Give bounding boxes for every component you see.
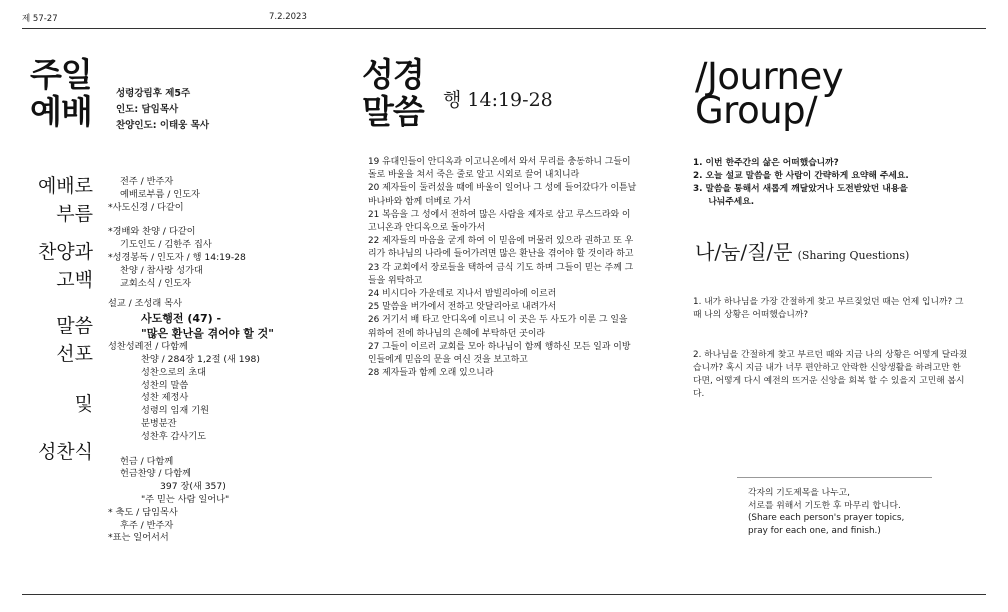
journey-question: 1. 이번 한주간의 삶은 어떠했습니까? [693, 158, 839, 168]
sharing-question-1: 1. 내가 하나님을 가장 간절하게 찾고 부르짖었던 때는 언제 입니까? 그때 나의 상황은 어떠했습니까? [693, 297, 964, 320]
prayer-line: pray for each one, and finish.) [748, 525, 881, 536]
order-item: "많은 환난을 겪어야 할 것" [141, 327, 275, 341]
order-item: 전주 / 반주자 [120, 176, 174, 187]
order-item: 397 장(새 357) [160, 481, 226, 493]
prayer-divider [737, 477, 932, 478]
sharing-title: 나/눔/질/문 [695, 240, 793, 264]
order-item: 성찬 제정사 [141, 392, 189, 404]
scripture-verses [368, 156, 638, 380]
verse-line: 25 말씀을 버가에서 전하고 앗달리아로 내려가서 [368, 302, 557, 313]
journey-question: 3. 말씀을 통해서 새롭게 깨달았거나 도전받았던 내용을 [693, 184, 908, 194]
section-call-line1: 예배로 [37, 175, 93, 197]
order-item: 성찬성례전 / 다함께 [108, 341, 188, 353]
order-item: *경배와 찬양 / 다같이 [108, 226, 196, 238]
issue-number: 제 57-27 [22, 14, 58, 24]
order-item: 헌금찬양 / 다함께 [120, 468, 192, 480]
bulletin-date: 7.2.2023 [269, 12, 307, 22]
section-sacrament: 성찬식 [37, 441, 93, 463]
order-item: 찬양 / 284장 1,2절 (새 198) [141, 353, 260, 365]
sharing-subtitle: (Sharing Questions) [797, 249, 910, 262]
section-praise-confession [20, 238, 93, 294]
journey-title [695, 55, 844, 132]
order-item: 찬양 / 참사랑 성가대 [120, 264, 203, 276]
worship-title-line2: 예배 [30, 92, 92, 131]
order-item: "주 믿는 사람 일어나" [141, 493, 230, 505]
journey-question: 2. 오늘 설교 말씀을 한 사람이 간략하게 요약해 주세요. [693, 171, 909, 181]
section-word [20, 312, 93, 368]
prayer-line: 서로를 위해서 기도한 후 마무리 합니다. [748, 500, 901, 511]
order-item: 기도인도 / 김한주 집사 [120, 239, 212, 251]
section-and: 및 [74, 393, 93, 415]
verse-line: 23 각 교회에서 장로들을 택하여 금식 기도 하며 그들이 믿는 주께 그들을 위탁하고 [368, 262, 634, 286]
order-spacer [108, 214, 338, 226]
order-item: 성찬으로의 초대 [141, 366, 207, 378]
verse-line: 21 복음을 그 성에서 전하여 많은 사람을 제자로 삼고 루스드라와 이고니온과 안디옥으로 돌아가서 [368, 209, 631, 234]
order-item: *표는 일어서서 [108, 532, 169, 544]
scripture-title [362, 56, 424, 130]
order-item: 성찬의 말씀 [141, 379, 189, 391]
worship-title-line1: 주일 [30, 55, 92, 94]
service-info [116, 86, 209, 134]
section-call-to-worship [20, 172, 93, 228]
journey-title-line2: Group/ [695, 89, 818, 132]
order-item: 성령의 임재 기원 [141, 405, 209, 417]
bottom-divider [22, 594, 986, 595]
order-of-service [108, 176, 338, 545]
order-item: 설교 / 조성래 목사 [108, 298, 182, 310]
order-item: *사도신경 / 다같이 [108, 201, 184, 213]
top-divider [22, 28, 986, 29]
section-praise-line2: 고백 [56, 269, 93, 291]
service-leader: 인도: 담임목사 [116, 104, 179, 115]
section-call-line2: 부름 [56, 203, 93, 225]
order-item: 성찬후 감사기도 [141, 430, 207, 442]
prayer-line: 각자의 기도제목을 나누고, [748, 488, 850, 498]
scripture-title-line2: 말씀 [362, 92, 424, 131]
praise-leader: 찬양인도: 이태웅 목사 [116, 120, 210, 131]
journey-title-line1: /Journey [695, 55, 844, 98]
journey-questions [693, 157, 953, 209]
prayer-note [748, 487, 904, 537]
scripture-reference: 행 14:19-28 [443, 89, 553, 111]
sharing-question-2: 2. 하나님을 간절하게 찾고 부르던 때와 지금 나의 상황은 어떻게 달라졌습니까? 혹시 지금 내가 너무 편안하고 안락한 신앙생활을 하려고만 한다면, 어떻게 다시 예전의 뜨거운 신앙을 회복 할 수 있을지 고민해 봅시다. [693, 350, 968, 399]
section-word-line2: 선포 [56, 343, 93, 365]
worship-title [30, 56, 92, 130]
order-item: 후주 / 반주자 [120, 519, 174, 531]
section-word-line1: 말씀 [56, 315, 93, 337]
journey-question: 나눠주세요. [693, 197, 755, 207]
order-item: *성경봉독 / 인도자 / 행 14:19-28 [108, 251, 246, 263]
verse-line: 27 그들이 이르러 교회를 모아 하나님이 함께 행하신 모든 일과 이방인들에게 믿음의 문을 여신 것을 보고하고 [368, 341, 631, 366]
verse-line: 28 제자들과 함께 오래 있으니라 [368, 368, 494, 379]
verse-line: 26 거기서 배 타고 안디옥에 이르니 이 곳은 두 사도가 이룬 그 일을 위하여 전에 하나님의 은혜에 부탁하던 곳이라 [368, 315, 628, 339]
verse-line: 22 제자들의 마음을 굳게 하여 이 믿음에 머물러 있으라 권하고 또 우리가 하나님의 나라에 들어가려면 많은 환난을 겪어야 할 것이라 하고 [368, 236, 634, 260]
scripture-title-line1: 성경 [362, 55, 424, 94]
verse-line: 20 제자들이 둘러섰을 때에 바울이 일어나 그 성에 들어갔다가 이튿날 바나바와 함께 더베로 가서 [368, 183, 637, 207]
order-spacer [108, 444, 338, 456]
verse-line: 19 유대인들이 안디옥과 이고니온에서 와서 무리를 충동하니 그들이 돌로 바울을 쳐서 죽은 줄로 알고 시외로 끌어 내치니라 [368, 157, 631, 181]
order-item: 분병분잔 [141, 417, 177, 429]
order-item: 교회소식 / 인도자 [120, 277, 192, 289]
sharing-heading [695, 236, 909, 265]
order-item: 예배로부름 / 인도자 [120, 188, 200, 200]
prayer-line: (Share each person's prayer topics, [748, 513, 905, 523]
verse-line: 24 비시디아 가운데로 지나서 밤빌리아에 이르러 [368, 289, 557, 300]
service-subtitle: 성령강림후 제5주 [116, 88, 191, 99]
section-praise-line1: 찬양과 [37, 241, 93, 263]
order-item: 헌금 / 다함께 [120, 455, 174, 467]
order-item: * 축도 / 담임목사 [108, 506, 178, 518]
order-item: 사도행전 (47) - [141, 312, 222, 326]
